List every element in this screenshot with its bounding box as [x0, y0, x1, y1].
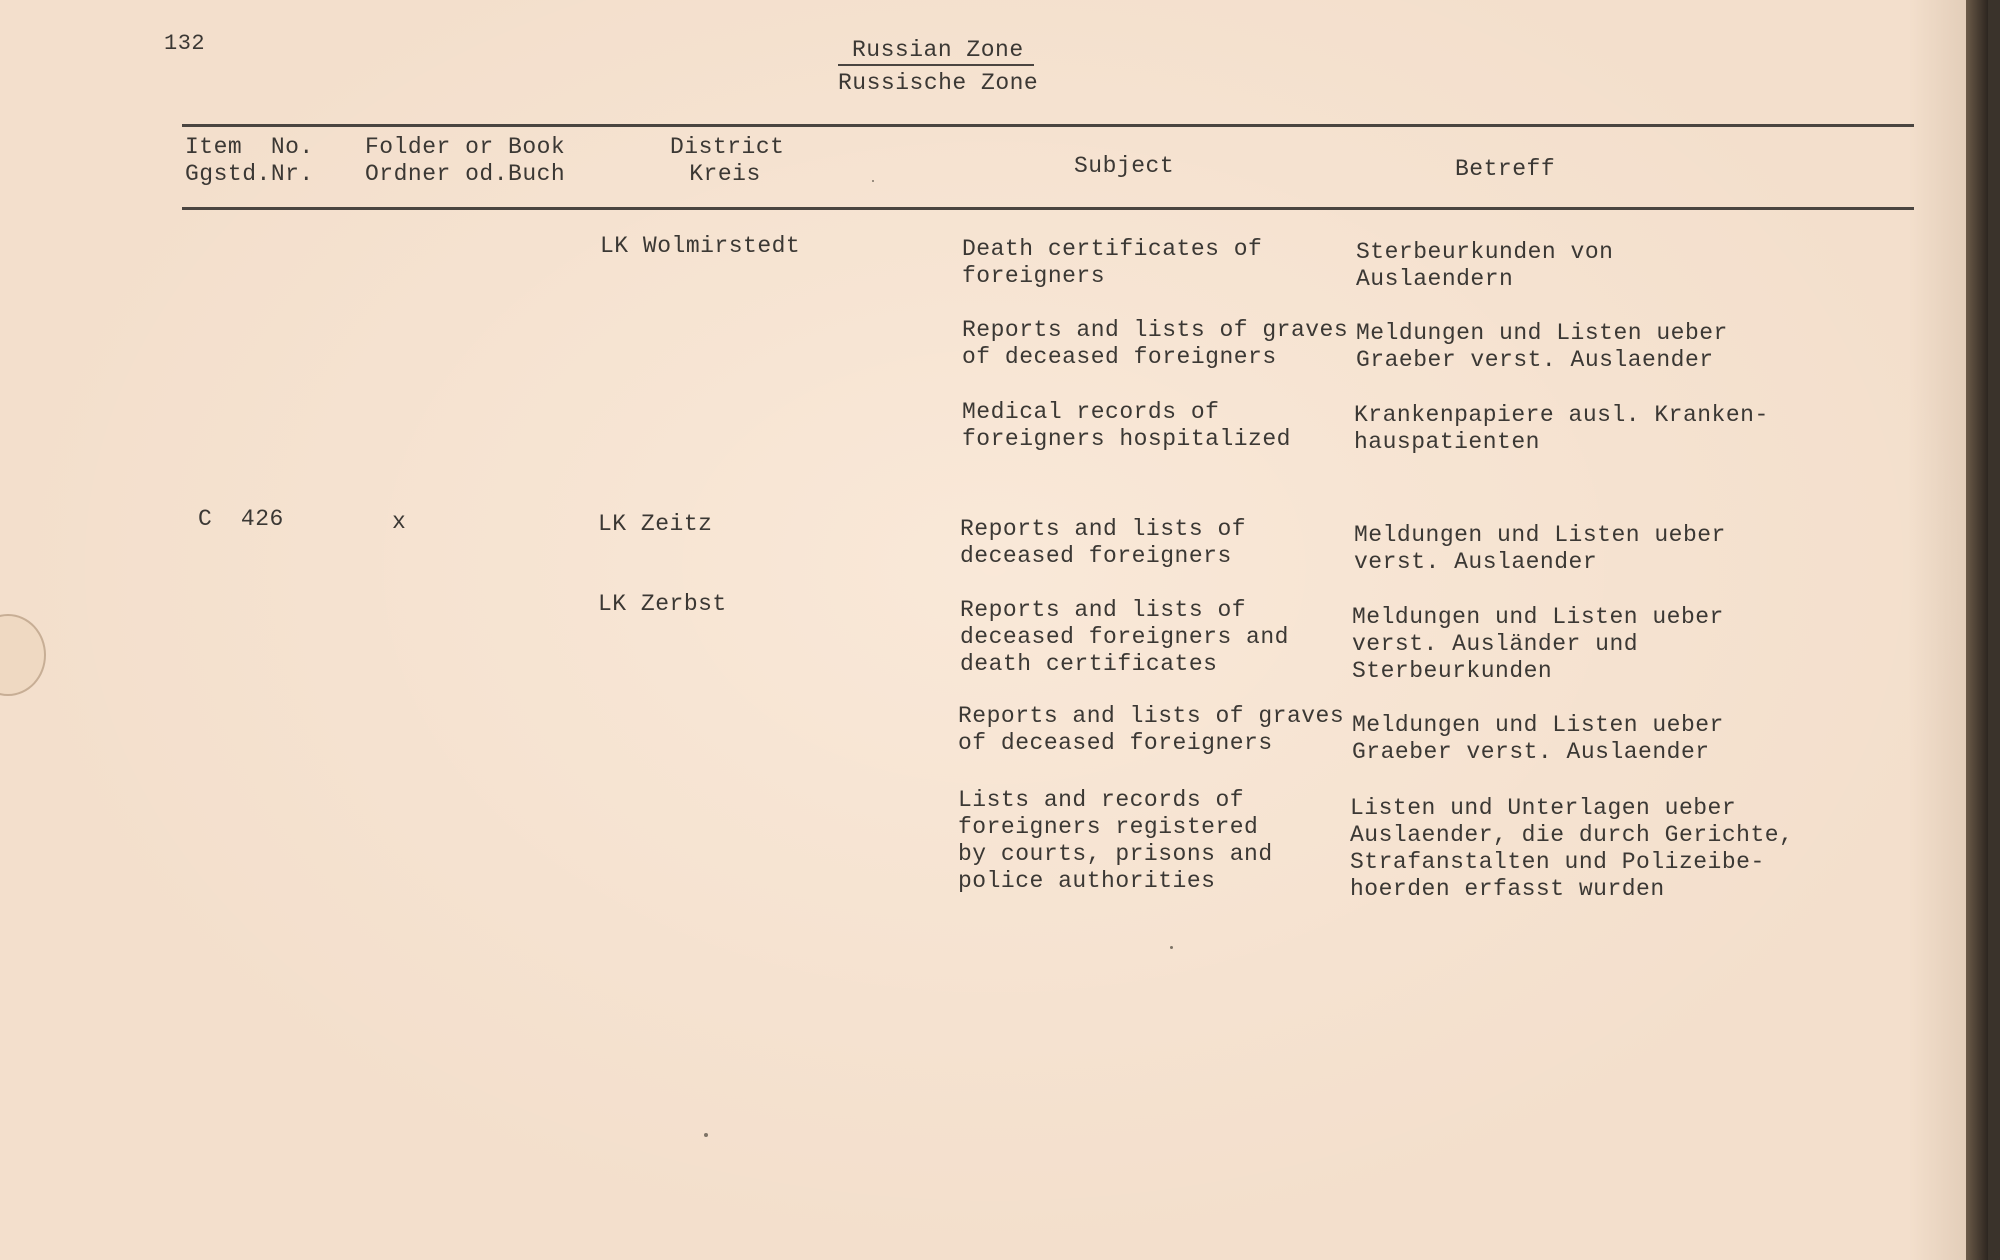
- header-district: District Kreis: [670, 134, 785, 187]
- entry-betreff: Listen und Unterlagen ueber Auslaender, die durch Gerichte, Strafanstalten und Polizeibe- hoerden erfasst wurden: [1350, 795, 1794, 902]
- paper-speck: [872, 180, 874, 182]
- entry-subject: Reports and lists of deceased foreigners: [960, 516, 1247, 569]
- header-top-rule: [182, 124, 1914, 127]
- paper-speck: [1170, 946, 1173, 949]
- entry-betreff: Meldungen und Listen ueber verst. Auslaender: [1354, 522, 1726, 575]
- entry-item-no: C 426: [198, 506, 284, 532]
- header-folder: Folder or Book Ordner od.Buch: [365, 134, 566, 187]
- punch-hole: [0, 614, 46, 696]
- entry-subject: Reports and lists of deceased foreigners and death certificates: [960, 597, 1289, 677]
- header-item-no: Item No. Ggstd.Nr.: [185, 134, 314, 187]
- entry-betreff: Sterbeurkunden von Auslaendern: [1356, 239, 1614, 292]
- entry-betreff: Meldungen und Listen ueber Graeber verst. Auslaender: [1352, 712, 1724, 765]
- page-number: 132: [164, 31, 206, 56]
- header-subject: Subject: [1074, 153, 1175, 179]
- entry-district: LK Wolmirstedt: [600, 233, 801, 259]
- page-edge-shadow: [1966, 0, 1988, 1260]
- entry-folder: x: [392, 509, 407, 535]
- entry-subject: Reports and lists of graves of deceased foreigners: [962, 317, 1349, 370]
- title-german: Russische Zone: [838, 70, 1039, 96]
- title-english: Russian Zone: [852, 37, 1024, 63]
- title-underline: [838, 64, 1034, 66]
- entry-subject: Reports and lists of graves of deceased foreigners: [958, 703, 1345, 756]
- paper-speck: [704, 1133, 708, 1137]
- entry-betreff: Krankenpapiere ausl. Kranken- hauspatienten: [1354, 402, 1769, 455]
- entry-district: LK Zerbst: [598, 591, 727, 617]
- entry-betreff: Meldungen und Listen ueber Graeber verst. Auslaender: [1356, 320, 1728, 373]
- entry-district: LK Zeitz: [598, 511, 713, 537]
- entry-subject: Lists and records of foreigners registered by courts, prisons and police authorities: [958, 787, 1273, 894]
- header-betreff: Betreff: [1455, 156, 1556, 182]
- header-bottom-rule: [182, 207, 1914, 210]
- entry-betreff: Meldungen und Listen ueber verst. Ausländer und Sterbeurkunden: [1352, 604, 1724, 684]
- entry-subject: Death certificates of foreigners: [962, 236, 1263, 289]
- entry-subject: Medical records of foreigners hospitalized: [962, 399, 1291, 452]
